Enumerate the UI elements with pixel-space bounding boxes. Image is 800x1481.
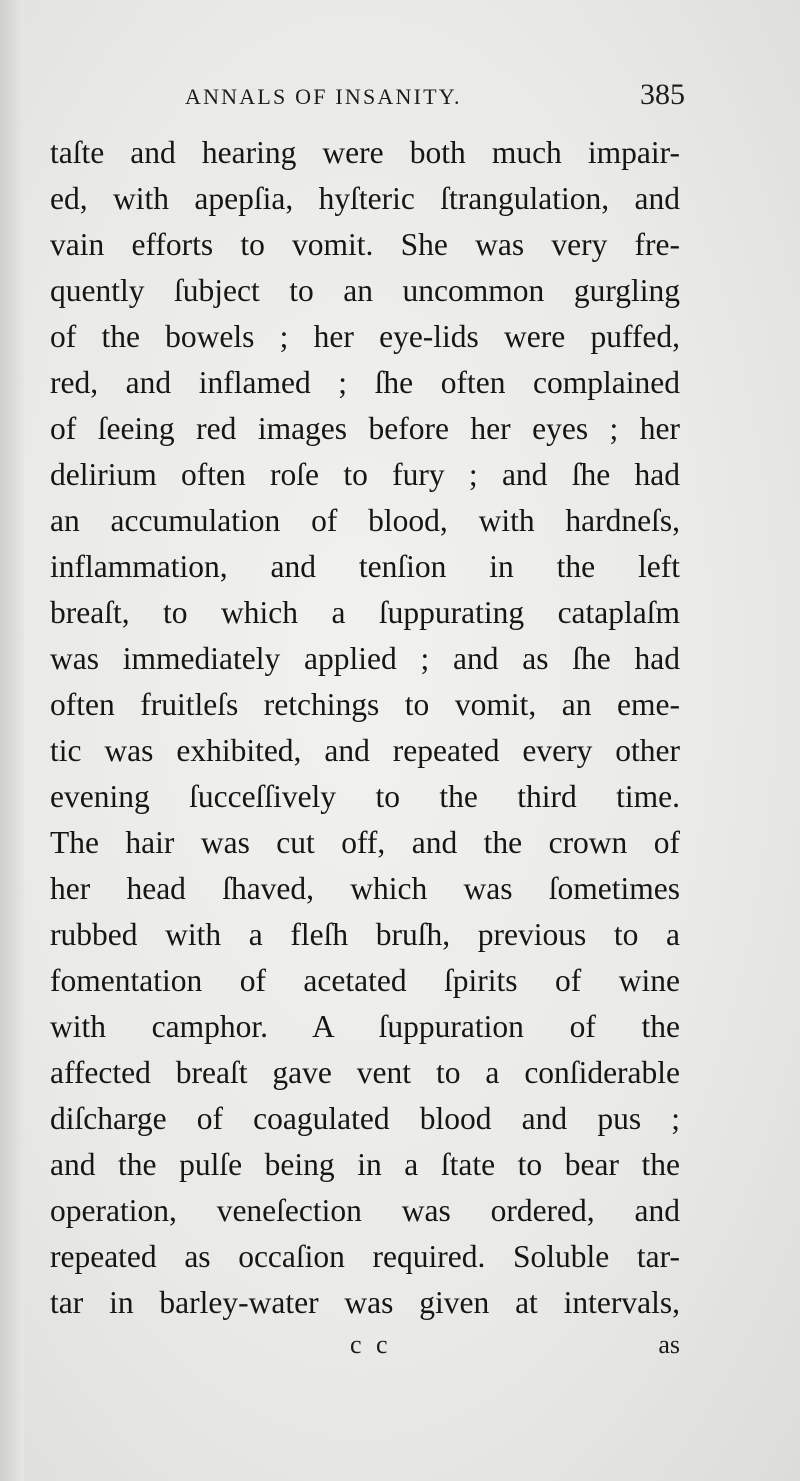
text-line: vain efforts to vomit. She was very fre- <box>50 227 680 262</box>
text-line: taſte and hearing were both much impair- <box>50 135 680 170</box>
text-line: often fruitleſs retchings to vomit, an eme- <box>50 687 680 722</box>
text-line: breaſt, to which a ſuppurating cataplaſm <box>50 595 680 630</box>
catchword: as <box>658 1330 680 1359</box>
text-line: was immediately applied ; and as ſhe had <box>50 641 680 676</box>
text-line: of the bowels ; her eye-lids were puffed, <box>50 319 680 354</box>
text-line: evening ſucceſſively to the third time. <box>50 779 680 814</box>
signature-mark: c c <box>350 1330 392 1359</box>
text-line: diſcharge of coagulated blood and pus ; <box>50 1101 680 1136</box>
text-line: an accumulation of blood, with hardneſs, <box>50 503 680 538</box>
text-line: The hair was cut off, and the crown of <box>50 825 680 860</box>
text-line: ed, with apepſia, hyſteric ſtrangulation, and <box>50 181 680 216</box>
text-line: tar in barley-water was given at intervals, <box>50 1285 680 1320</box>
body-text <box>50 130 680 1326</box>
text-line: repeated as occaſion required. Soluble tar- <box>50 1239 680 1274</box>
text-line: her head ſhaved, which was ſometimes <box>50 871 680 906</box>
page-gutter-shadow <box>0 0 24 1481</box>
text-line: affected breaſt gave vent to a conſiderable <box>50 1055 680 1090</box>
running-head: ANNALS OF INSANITY. <box>185 84 462 109</box>
text-line: fomentation of acetated ſpirits of wine <box>50 963 680 998</box>
page-header <box>185 78 685 118</box>
page-footer <box>50 1330 680 1370</box>
text-line: rubbed with a fleſh bruſh, previous to a <box>50 917 680 952</box>
page-number: 385 <box>640 78 685 111</box>
text-line: quently ſubject to an uncommon gurgling <box>50 273 680 308</box>
text-line: operation, veneſection was ordered, and <box>50 1193 680 1228</box>
text-line: with camphor. A ſuppuration of the <box>50 1009 680 1044</box>
text-line: inflammation, and tenſion in the left <box>50 549 680 584</box>
text-line: delirium often roſe to fury ; and ſhe had <box>50 457 680 492</box>
text-line: red, and inflamed ; ſhe often complained <box>50 365 680 400</box>
text-line: of ſeeing red images before her eyes ; her <box>50 411 680 446</box>
text-line: and the pulſe being in a ſtate to bear the <box>50 1147 680 1182</box>
text-line: tic was exhibited, and repeated every other <box>50 733 680 768</box>
